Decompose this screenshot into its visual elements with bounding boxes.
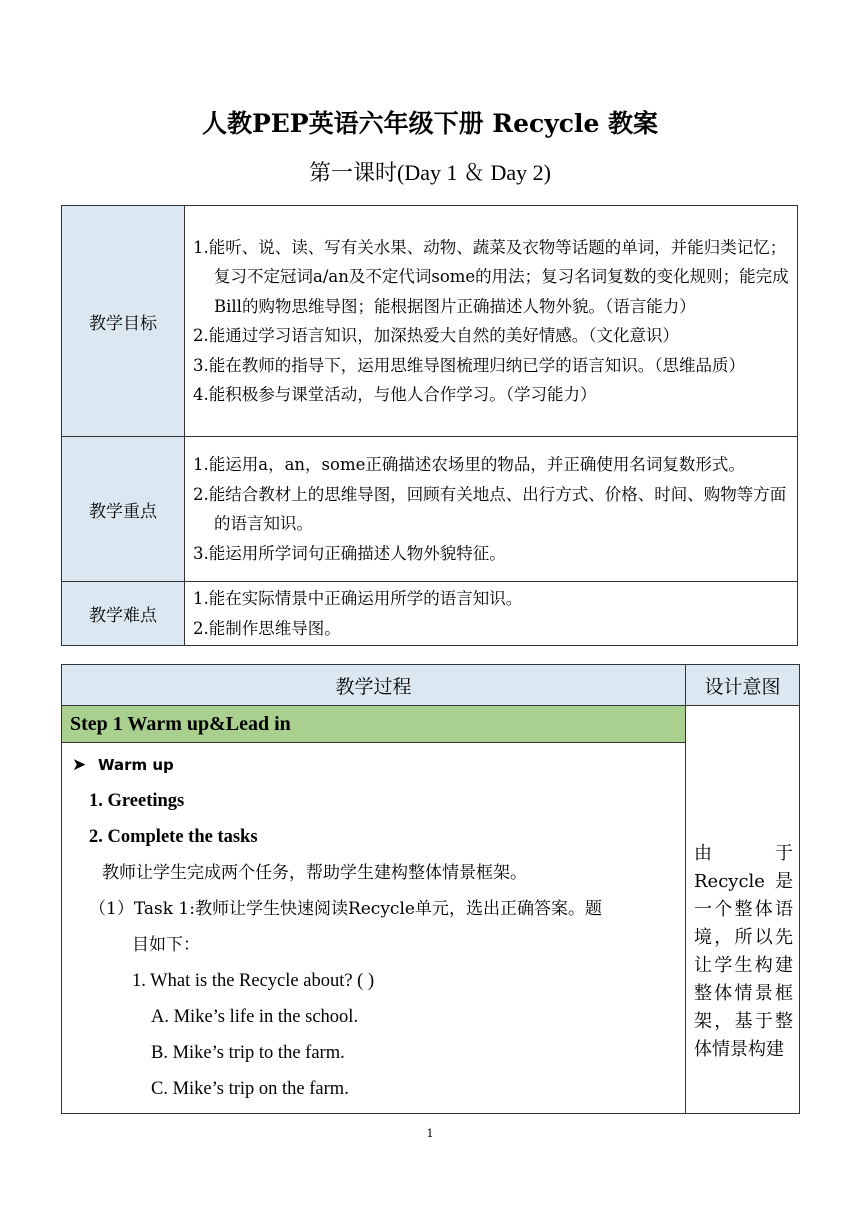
list-item: 2.能通过学习语言知识，加深热爱大自然的美好情感。（文化意识） (193, 326, 679, 345)
task1-line-cont: 目如下： (132, 935, 200, 955)
complete-tasks: 2. Complete the tasks (89, 827, 258, 847)
option-b: B. Mike’s trip to the farm. (151, 1043, 345, 1063)
paragraph: 教师让学生完成两个任务，帮助学生建构整体情景框架。 (102, 863, 527, 883)
option-c: C. Mike’s trip on the farm. (151, 1079, 349, 1099)
row-header: 教学重点 (62, 437, 185, 582)
warmup-label: Warm up (98, 756, 174, 774)
warmup-heading (72, 747, 679, 783)
page-title: 人教PEP英语六年级下册 Recycle 教案 (201, 109, 659, 138)
page-number: 1 (426, 1127, 434, 1140)
task1-line: （1）Task 1:教师让学生快速阅读Recycle单元，选出正确答案。题 (89, 899, 602, 919)
row-content (185, 206, 798, 437)
column-header-process: 教学过程 (62, 665, 686, 706)
list-item: 4.能积极参与课堂活动，与他人合作学习。（学习能力） (193, 385, 597, 404)
list-item: 1.能在实际情景中正确运用所学的语言知识。 (193, 589, 523, 608)
objectives-table (61, 205, 798, 646)
page-subtitle: 第一课时(Day 1 ＆ Day 2) (309, 160, 551, 185)
list-item: 1.能运用a，an，some正确描述农场里的物品，并正确使用名词复数形式。 (193, 455, 745, 474)
objectives-row-goals (62, 206, 798, 437)
objectives-row-key-points (62, 437, 798, 582)
process-content (62, 743, 686, 1114)
column-header-intent: 设计意图 (686, 665, 800, 706)
row-content (185, 437, 798, 582)
list-item: 3.能在教师的指导下，运用思维导图梳理归纳已学的语言知识。（思维品质） (193, 355, 745, 375)
list-item: 2.能结合教材上的思维导图，回顾有关地点、出行方式、价格、时间、购物等方面的语言知识。 (193, 484, 787, 533)
row-content (185, 582, 798, 646)
greetings: 1. Greetings (89, 791, 185, 811)
list-item: 3.能运用所学词句正确描述人物外貌特征。 (193, 543, 506, 563)
design-intent-cell: 由于Recycle是一个整体语境，所以先让学生构建整体情景框架，基于整体情景构建 (686, 706, 800, 1114)
question: 1. What is the Recycle about? ( ) (132, 971, 375, 991)
option-a: A. Mike’s life in the school. (151, 1007, 359, 1027)
process-table (61, 664, 800, 1114)
list-item: 2.能制作思维导图。 (193, 618, 341, 638)
list-item: 1.能听、说、读、写有关水果、动物、蔬菜及衣物等话题的单词，并能归类记忆；复习不定冠词a/an及不定代词some的用法；复习名词复数的变化规则；能完成Bill的购物思维导图；能根据图片正确描述人物外貌。（语言能力） (193, 237, 789, 316)
row-header: 教学目标 (62, 206, 185, 437)
objectives-row-difficulties (62, 582, 798, 646)
row-header: 教学难点 (62, 582, 185, 646)
arrow-bullet-icon: ➤ (72, 755, 87, 775)
step-title: Step 1 Warm up&Lead in (62, 706, 686, 743)
